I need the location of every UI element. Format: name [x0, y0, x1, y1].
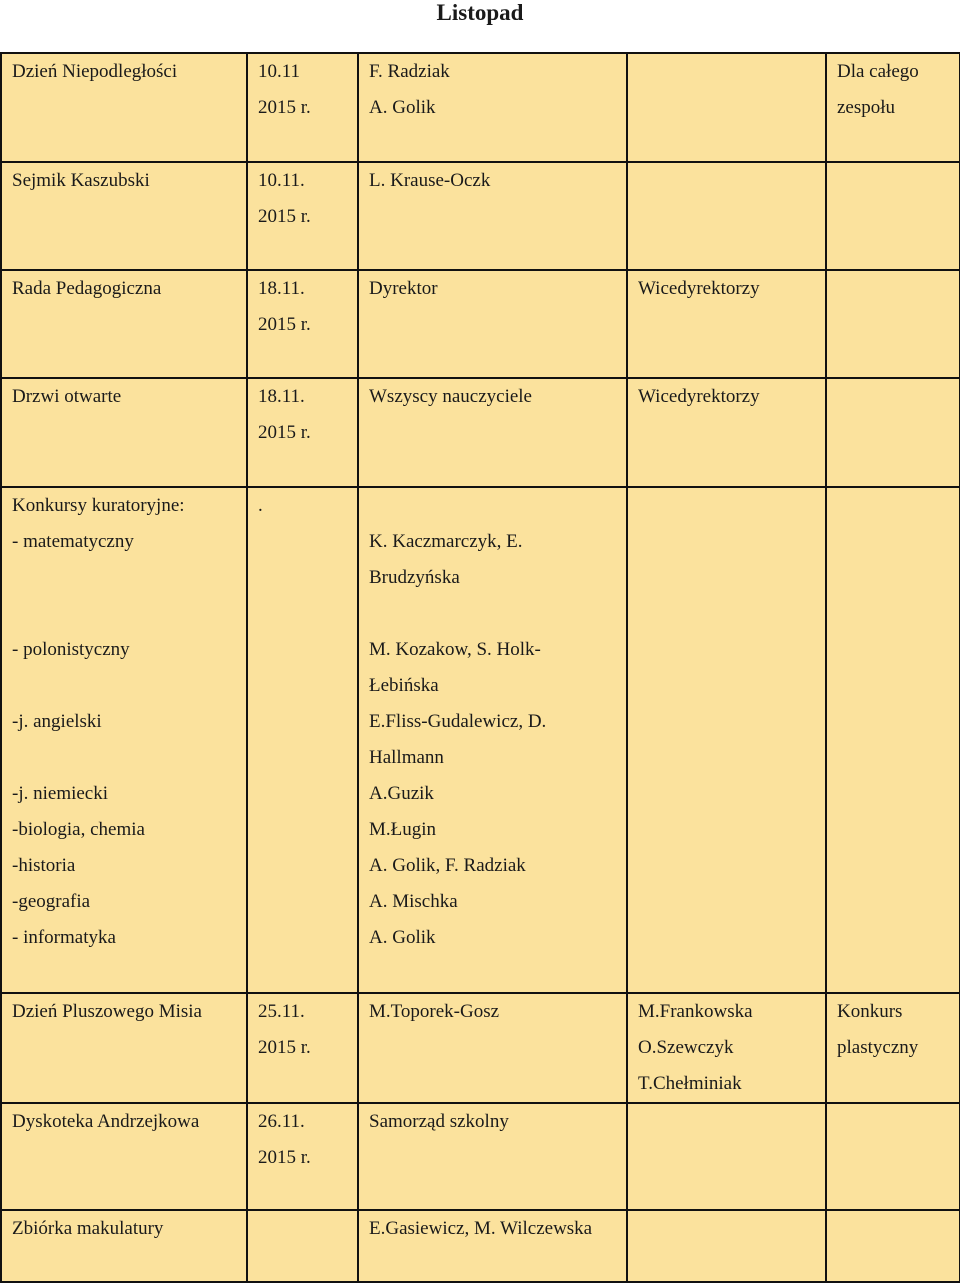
cell-text-line: Konkursy kuratoryjne:	[12, 495, 185, 516]
responsible-cell-content	[359, 1104, 626, 1140]
cell-text-line: 2015 r.	[258, 206, 311, 227]
cell-text-line: plastyczny	[837, 1037, 919, 1058]
cell-text-line: Dla całego	[837, 61, 919, 82]
event-cell-content	[2, 488, 246, 956]
helpers-cell	[627, 378, 826, 487]
cell-text-line: 18.11.	[258, 278, 305, 299]
cell-text-line: - polonistyczny	[12, 639, 130, 660]
cell-text-line: 2015 r.	[258, 1037, 311, 1058]
table-row	[1, 487, 960, 993]
cell-text-line: E.Fliss-Gudalewicz, D.	[369, 711, 547, 732]
date-cell	[247, 270, 358, 378]
participants-cell	[826, 993, 960, 1103]
cell-text-line: -historia	[12, 855, 76, 876]
cell-text-line: A. Golik	[369, 97, 436, 118]
helpers-cell	[627, 270, 826, 378]
event-cell-content	[2, 379, 246, 415]
event-cell	[1, 1103, 247, 1210]
cell-text-line: Wicedyrektorzy	[638, 386, 760, 407]
cell-text-line: M. Kozakow, S. Holk-	[369, 639, 541, 660]
responsible-cell	[358, 270, 627, 378]
cell-text-line: Dyrektor	[369, 278, 438, 299]
cell-text-line: 10.11	[258, 61, 301, 82]
table-row	[1, 1210, 960, 1282]
responsible-cell	[358, 1210, 627, 1282]
cell-text-line: M.Ługin	[369, 819, 437, 840]
date-cell-content	[248, 994, 357, 1066]
event-cell	[1, 270, 247, 378]
event-cell	[1, 487, 247, 993]
event-cell-content	[2, 54, 246, 90]
cell-text-line: Dyskoteka Andrzejkowa	[12, 1111, 200, 1132]
cell-text-line: Drzwi otwarte	[12, 386, 122, 407]
cell-text-line: 2015 r.	[258, 314, 311, 335]
spacer-line	[12, 560, 242, 596]
responsible-cell-content	[359, 271, 626, 307]
responsible-cell-content	[359, 1211, 626, 1247]
event-cell	[1, 378, 247, 487]
cell-text-line: - matematyczny	[12, 531, 134, 552]
cell-text-line: O.Szewczyk	[638, 1037, 734, 1058]
participants-cell	[826, 270, 960, 378]
responsible-cell	[358, 993, 627, 1103]
cell-text-line: L. Krause-Oczk	[369, 170, 491, 191]
responsible-cell	[358, 487, 627, 993]
cell-text-line: Dzień Niepodległości	[12, 61, 178, 82]
cell-text-line: K. Kaczmarczyk, E.	[369, 531, 523, 552]
responsible-cell	[358, 162, 627, 270]
cell-text-line: 10.11.	[258, 170, 305, 191]
cell-text-line: Brudzyńska	[369, 567, 460, 588]
helpers-cell	[627, 162, 826, 270]
event-cell	[1, 162, 247, 270]
cell-text-line: -j. niemiecki	[12, 783, 109, 804]
responsible-cell	[358, 53, 627, 162]
cell-text-line: F. Radziak	[369, 61, 450, 82]
participants-cell-content	[827, 994, 959, 1066]
helpers-cell	[627, 993, 826, 1103]
date-cell	[247, 1210, 358, 1282]
date-cell	[247, 162, 358, 270]
table-row	[1, 162, 960, 270]
date-cell	[247, 1103, 358, 1210]
table-row	[1, 53, 960, 162]
cell-text-line: A. Golik, F. Radziak	[369, 855, 526, 876]
date-cell-content	[248, 1104, 357, 1176]
cell-text-line: -biologia, chemia	[12, 819, 145, 840]
event-cell-content	[2, 271, 246, 307]
date-cell	[247, 53, 358, 162]
event-cell-content	[2, 1104, 246, 1140]
cell-text-line: Łebińska	[369, 675, 439, 696]
cell-text-line: Konkurs	[837, 1001, 903, 1022]
participants-cell	[826, 162, 960, 270]
cell-text-line: M.Toporek-Gosz	[369, 1001, 500, 1022]
table-row	[1, 1103, 960, 1210]
cell-text-line: 26.11.	[258, 1111, 305, 1132]
participants-cell	[826, 1210, 960, 1282]
participants-cell-content	[827, 54, 959, 126]
helpers-cell	[627, 1210, 826, 1282]
cell-text-line: A. Mischka	[369, 891, 458, 912]
cell-text-line: 18.11.	[258, 386, 305, 407]
cell-text-line: .	[258, 495, 263, 516]
cell-text-line: E.Gasiewicz, M. Wilczewska	[369, 1218, 593, 1239]
date-cell-content	[248, 271, 357, 343]
spacer-line	[12, 668, 242, 704]
event-cell-content	[2, 163, 246, 199]
schedule-table-body	[1, 53, 960, 1282]
cell-text-line: A. Golik	[369, 927, 436, 948]
responsible-cell-content	[359, 379, 626, 415]
cell-text-line: Wszyscy nauczyciele	[369, 386, 532, 407]
responsible-cell-content	[359, 54, 626, 126]
cell-text-line: Dzień Pluszowego Misia	[12, 1001, 202, 1022]
cell-text-line: A.Guzik	[369, 783, 434, 804]
event-cell	[1, 993, 247, 1103]
cell-text-line: T.Chełminiak	[638, 1073, 742, 1094]
spacer-line	[12, 740, 242, 776]
cell-text-line: M.Frankowska	[638, 1001, 753, 1022]
event-cell	[1, 53, 247, 162]
helpers-cell-content	[628, 271, 825, 307]
cell-text-line: 2015 r.	[258, 1147, 311, 1168]
page-title: Listopad	[436, 0, 524, 25]
date-cell	[247, 487, 358, 993]
cell-text-line: 2015 r.	[258, 422, 311, 443]
date-cell-content	[248, 379, 357, 451]
responsible-cell-content	[359, 163, 626, 199]
helpers-cell-content	[628, 994, 825, 1102]
cell-text-line: 25.11.	[258, 1001, 305, 1022]
date-cell	[247, 378, 358, 487]
participants-cell	[826, 53, 960, 162]
cell-text-line: 2015 r.	[258, 97, 311, 118]
table-row	[1, 270, 960, 378]
cell-text-line: zespołu	[837, 97, 896, 118]
event-cell-content	[2, 1211, 246, 1247]
date-cell-content	[248, 163, 357, 235]
helpers-cell-content	[628, 379, 825, 415]
helpers-cell	[627, 1103, 826, 1210]
cell-text-line: Samorząd szkolny	[369, 1111, 509, 1132]
spacer-line	[369, 488, 622, 524]
event-cell	[1, 1210, 247, 1282]
spacer-line	[12, 596, 242, 632]
cell-text-line: Wicedyrektorzy	[638, 278, 760, 299]
table-row	[1, 993, 960, 1103]
date-cell-content	[248, 54, 357, 126]
date-cell	[247, 993, 358, 1103]
cell-text-line: Sejmik Kaszubski	[12, 170, 150, 191]
schedule-table	[0, 52, 960, 1283]
event-cell-content	[2, 994, 246, 1030]
participants-cell	[826, 1103, 960, 1210]
responsible-cell-content	[359, 488, 626, 956]
cell-text-line: -geografia	[12, 891, 91, 912]
helpers-cell	[627, 53, 826, 162]
participants-cell	[826, 487, 960, 993]
cell-text-line: Rada Pedagogiczna	[12, 278, 162, 299]
helpers-cell	[627, 487, 826, 993]
responsible-cell-content	[359, 994, 626, 1030]
responsible-cell	[358, 1103, 627, 1210]
participants-cell	[826, 378, 960, 487]
cell-text-line: - informatyka	[12, 927, 116, 948]
date-cell-content	[248, 488, 357, 524]
responsible-cell	[358, 378, 627, 487]
cell-text-line: Hallmann	[369, 747, 444, 768]
cell-text-line: -j. angielski	[12, 711, 102, 732]
spacer-line	[369, 596, 622, 632]
cell-text-line: Zbiórka makulatury	[12, 1218, 164, 1239]
table-row	[1, 378, 960, 487]
